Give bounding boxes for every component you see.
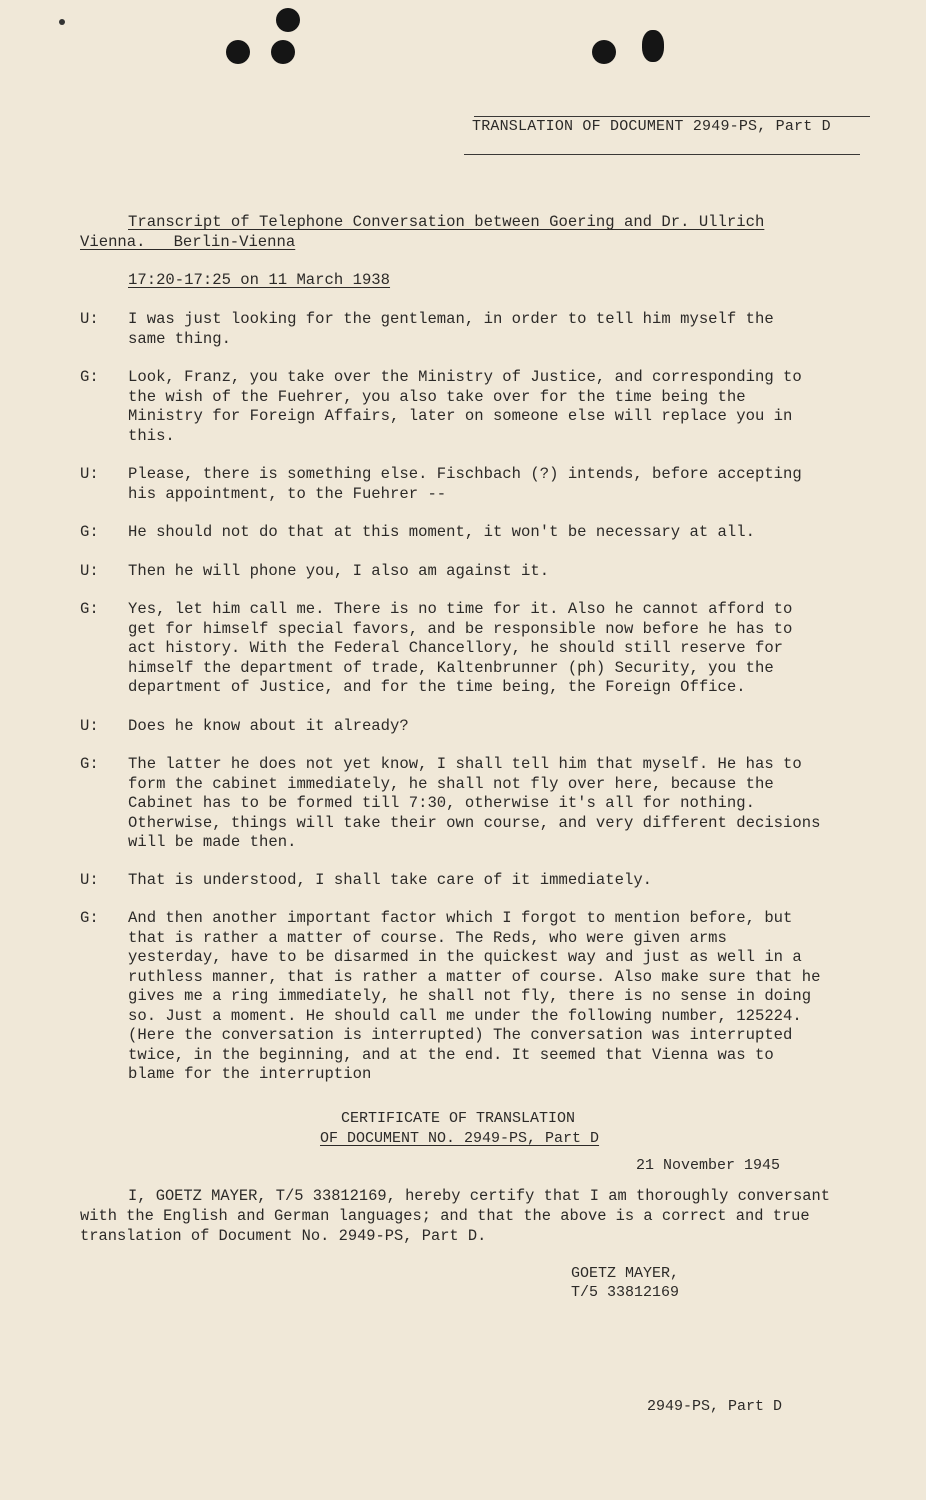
signer-id: T/5 33812169 <box>571 1284 680 1301</box>
heading-time: 17:20-17:25 on 11 March 1938 <box>128 271 391 289</box>
speaker-label: U: <box>80 562 99 580</box>
exchange-text: Look, Franz, you take over the Ministry of Justice, and corresponding to the wish of the Fuehrer, you also take over for the time being the Ministry for Foreign Affairs, later on someone else will replace you in this. <box>128 368 802 445</box>
exchange-text: He should not do that at this moment, it won't be necessary at all. <box>128 523 755 541</box>
header-rule-top <box>474 116 870 117</box>
punch-hole-left-b <box>271 40 295 64</box>
speaker-label: U: <box>80 717 99 735</box>
exchange-text: The latter he does not yet know, I shall tell him that myself. He has to form the cabinet immediately, he shall not fly over here, because the Cabinet has to be formed till 7:30, otherwise it's all for nothing. Otherwise, things will take their own course, and very different decisions will be made then. <box>128 755 821 851</box>
ink-speck <box>59 19 65 25</box>
punch-hole-right-a <box>592 40 616 64</box>
signer-name: GOETZ MAYER, <box>571 1265 680 1282</box>
certificate-heading: CERTIFICATE OF TRANSLATION <box>341 1110 576 1127</box>
certificate-text: I, GOETZ MAYER, T/5 33812169, hereby certify that I am thoroughly conversant with the English and German languages; and that the above is a correct and true translation of Document No. 2949-PS, Part D. <box>80 1187 830 1245</box>
exchange-text: I was just looking for the gentleman, in order to tell him myself the same thing. <box>128 310 774 348</box>
punch-hole-left-a <box>226 40 250 64</box>
certificate-document-ref: OF DOCUMENT NO. 2949-PS, Part D <box>320 1130 600 1147</box>
certificate-date: 21 November 1945 <box>636 1157 781 1174</box>
exchange-text: Please, there is something else. Fischbach (?) intends, before accepting his appointment, to the Fuehrer -- <box>128 465 802 503</box>
exchange-text: And then another important factor which I forgot to mention before, but that is rather a matter of course. The Reds, who were given arms yesterday, have to be disarmed in the quickest way and just as well in a ruthless manner, that is rather a matter of course. Also make sure that he gives me a ring immediately, he shall not fly, there is no sense in doing so. Just a moment. He should call me under the following number, 125224. (Here the conversation is interrupted) The conversation was interrupted twice, in the beginning, and at the end. It seemed that Vienna was to blame for the interruption <box>128 909 821 1083</box>
speaker-label: G: <box>80 909 99 927</box>
heading-line-1: Transcript of Telephone Conversation between Goering and Dr. Ullrich <box>128 213 765 231</box>
speaker-label: U: <box>80 871 99 889</box>
exchange-text: Yes, let him call me. There is no time for it. Also he cannot afford to get for himself special favors, and be responsible now before he has to act history. With the Federal Chancellory, he should still reserve for himself the department of trade, Kaltenbrunner (ph) Security, you the department of Justice, and for the time being, the Foreign Office. <box>128 600 793 696</box>
punch-hole-right-b <box>642 30 664 62</box>
header-rule-bottom <box>464 154 860 155</box>
exchange-text: That is understood, I shall take care of it immediately. <box>128 871 653 889</box>
speaker-label: G: <box>80 755 99 773</box>
document-title: TRANSLATION OF DOCUMENT 2949-PS, Part D <box>472 118 831 135</box>
speaker-label: G: <box>80 368 99 386</box>
heading-line-2: Vienna. Berlin-Vienna <box>80 233 296 251</box>
speaker-label: U: <box>80 465 99 483</box>
speaker-label: U: <box>80 310 99 328</box>
exchange-text: Does he know about it already? <box>128 717 409 735</box>
punch-hole-top <box>276 8 300 32</box>
speaker-label: G: <box>80 523 99 541</box>
footer-reference: 2949-PS, Part D <box>647 1398 783 1415</box>
speaker-label: G: <box>80 600 99 618</box>
exchange-text: Then he will phone you, I also am against it. <box>128 562 550 580</box>
